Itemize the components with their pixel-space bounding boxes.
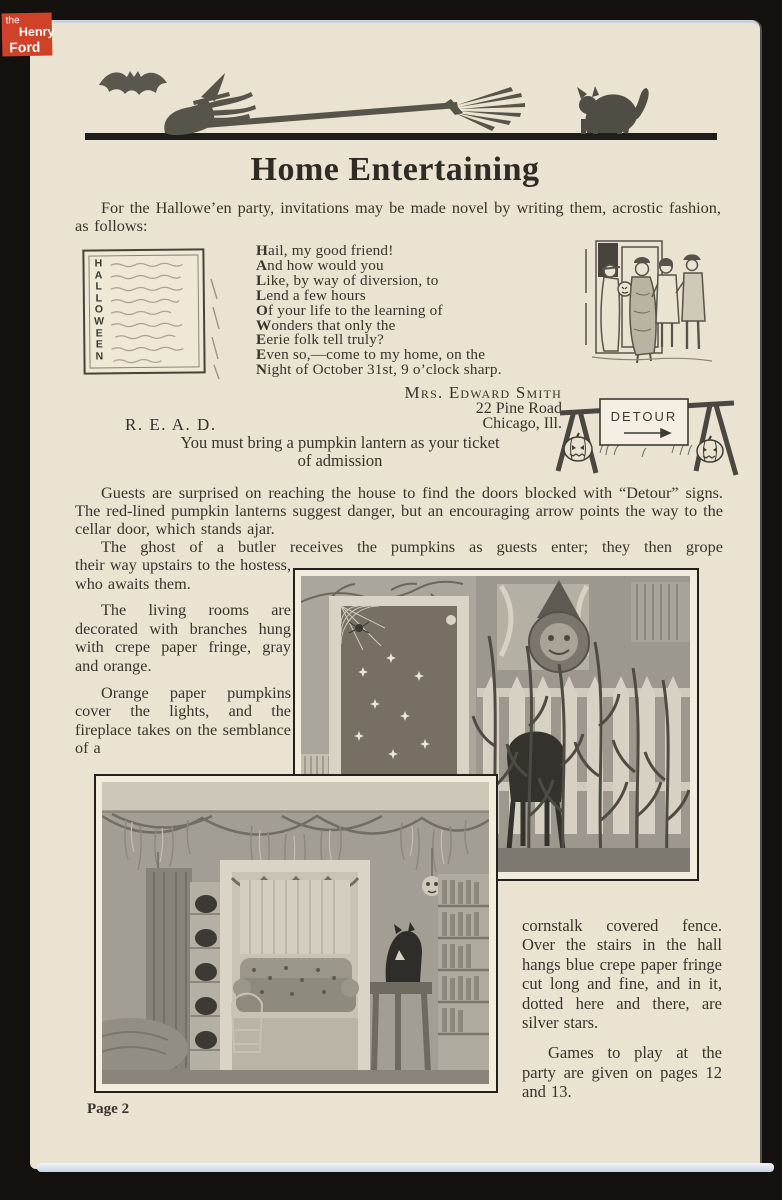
acrostic-line: And how would you [256,256,384,274]
column-paragraph: Games to play at the party are given on pages 12 and 13. [522,1043,722,1102]
hostess-figure [601,265,632,351]
host-address-line1: 22 Pine Road [475,399,562,417]
logo-ford: Ford [9,38,41,55]
inner-window-curtains [240,880,350,954]
page-title: Home Entertaining [250,151,540,188]
card-shadow-hatching [208,273,226,383]
decorated-living-room-photo [94,774,498,1093]
right-text-column [522,916,722,1113]
guests-at-door-illustration [562,233,718,379]
booklet-page [30,20,760,1169]
body-paragraph-butler-lead: The ghost of a butler receives the pumpkins as guests enter; they then grope [101,537,723,556]
next-page-edge [37,1163,774,1172]
witch-icon [164,73,525,135]
host-name: Mrs. Edward Smith [404,383,562,402]
acrostic-line: Hail, my good friend! [256,242,394,259]
left-text-column [75,556,291,766]
ticket-note: You must bring a pumpkin lantern as your ticket of admission [180,433,500,470]
black-cat-icon [577,86,649,134]
acrostic-line: Like, by way of diversion, to [256,271,439,289]
acrostic-line: Wonders that only the [256,316,396,334]
acrostic-line: Lend a few hours [256,286,366,304]
floral-couch [233,958,359,1012]
read-label: R. E. A. D. [125,415,217,434]
detour-barricade-illustration [552,383,742,478]
logo-henry: Henry [18,24,55,40]
acrostic-line: Of your life to the learning of [256,301,443,319]
acrostic-poem [256,244,502,378]
body-paragraph-detour: Guests are surprised on reaching the house to find the doors blocked with “Detour” signs. The red-lined pumpkin lanterns suggest danger, but an encouraging arrow points the way to the cellar door, which stands ajar. [75,483,723,538]
acrostic-line: Night of October 31st, 9 o’clock sharp. [256,361,502,379]
henry-ford-logo [2,12,53,56]
witch-broom-cat-illustration [75,61,725,149]
signature-block [330,385,562,432]
column-paragraph: Orange paper pumpkins cover the lights, and the fireplace takes on the semblance of a [75,683,291,758]
caped-guest-figure [630,257,656,363]
man-guest-figure [676,254,705,349]
host-address-line2: Chicago, Ill. [482,415,562,432]
page-number: Page 2 [87,1101,130,1117]
halloween-invitation-illustration [82,248,205,374]
column-paragraph: cornstalk covered fence. Over the stairs in the hall hangs blue crepe paper fringe cut long and fine, and in it, dotted here and there, are silver stars. [522,916,722,1033]
halloween-vertical-letters: H A L L O W E E N [94,257,105,363]
invitation-scribble-text [108,258,197,367]
bat-icon [99,71,167,95]
column-paragraph: their way upstairs to the hostess, who awaits them. [75,556,291,593]
bookshelf [438,874,489,1072]
acrostic-line: Eerie folk tell truly? [256,331,384,349]
logo-the: the [5,15,20,27]
acrostic-line: Even so,—come to my home, on the [256,346,486,364]
column-paragraph: The living rooms are decorated with branches hung with crepe paper fringe, gray and orange. [75,601,291,675]
shelf-with-plants [190,882,222,1070]
detour-sign-label: DETOUR [610,409,678,424]
intro-paragraph: For the Hallowe’en party, invitations may be made novel by writing them, acrostic fashion, as follows: [75,198,721,235]
